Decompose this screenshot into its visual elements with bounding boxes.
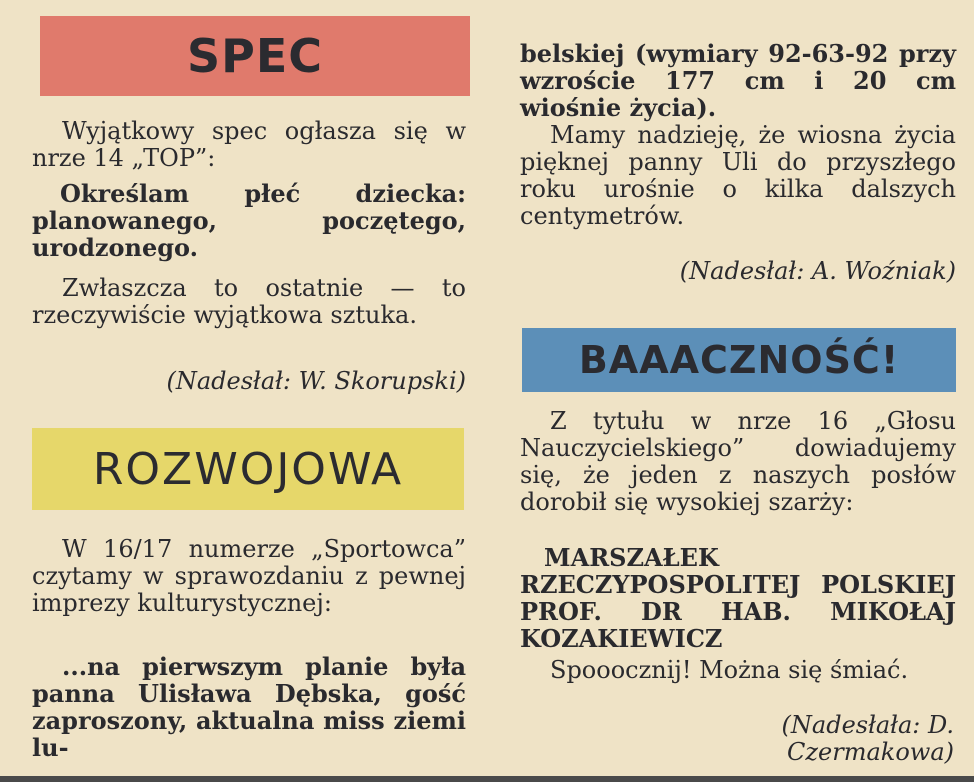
rozwojowa-quote-continuation: belskiej (wymiary 92-63-92 przy wzroście 177 cm i 20 cm wiośnie życia). [520,39,956,122]
spec-comment: Zwłaszcza to ostatnie — to rzeczywiście wyjątkowa sztuka. [32,274,466,329]
rozwojowa-comment: Mamy nadzieję, że wiosna życia pięknej panny Uli do przyszłego roku urośnie o kilka dalszych centymetrów. [520,121,956,230]
baaacznosci-title-quote: MARSZAŁEK RZECZYPOSPOLITEJ POLSKIEJ PROF. DR HAB. MIKOŁAJ KOZAKIEWICZ [520,543,956,653]
baaacznosci-intro: Z tytułu w nrze 16 „Głosu Nauczycielskiego” dowiadujemy się, że jeden z naszych posłów dorobił się wysokiej szarży: [520,407,956,516]
baaacznosci-signature: (Nadesłała: D. Czermakowa) [781,711,954,766]
spec-quote: Określam płeć dziecka: planowanego, poczętego, urodzonego. [32,179,466,262]
spec-intro: Wyjątkowy spec ogłasza się w nrze 14 „TOP”: [32,117,466,172]
rozwojowa-signature: (Nadesłał: A. Woźniak) [679,257,956,285]
rozwojowa-intro: W 16/17 numerze „Sportowca” czytamy w sprawozdaniu z pewnej imprezy kulturystycznej: [32,535,466,617]
baaacznosci-heading: BAAACZNOŚĆ! [522,328,956,392]
baaacznosci-comment: Spooocznij! Można się śmiać. [550,656,909,684]
spec-heading: SPEC [40,16,470,96]
rozwojowa-quote: ...na pierwszym planie była panna Ulisława Dębska, gość zaproszony, aktualna miss ziemi lu- [32,652,466,762]
rozwojowa-heading: ROZWOJOWA [32,428,464,510]
page-edge [0,776,974,782]
spec-signature: (Nadesłał: W. Skorupski) [166,367,466,395]
